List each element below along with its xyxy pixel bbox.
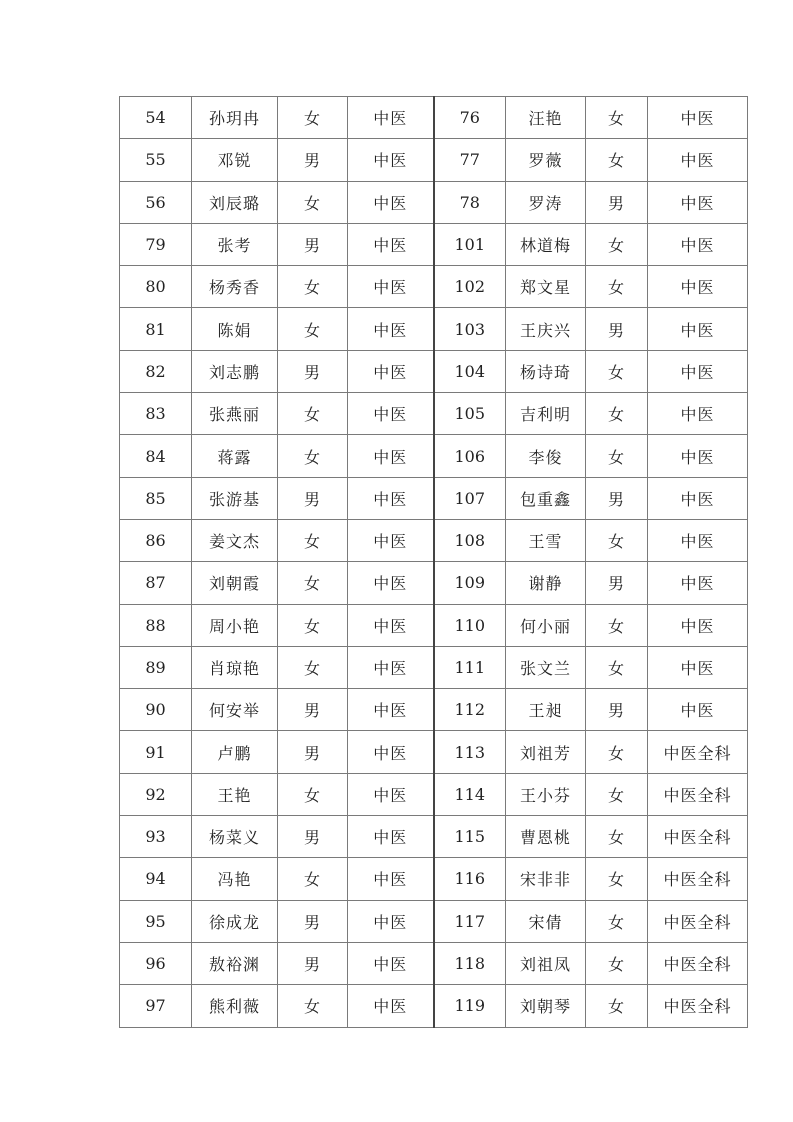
left-major-cell: 中医 (348, 689, 434, 731)
left-major-cell: 中医 (348, 604, 434, 646)
left-name-cell: 敖裕渊 (192, 942, 278, 984)
right-number-cell: 108 (434, 519, 506, 561)
left-name-cell: 张游基 (192, 477, 278, 519)
left-major-cell: 中医 (348, 435, 434, 477)
table-row (120, 900, 748, 942)
left-number-cell: 95 (120, 900, 192, 942)
left-name-cell: 杨菜义 (192, 816, 278, 858)
right-number-cell: 76 (434, 97, 506, 139)
left-major-cell: 中医 (348, 266, 434, 308)
right-major-cell: 中医 (648, 519, 748, 561)
right-name-cell: 汪艳 (506, 97, 586, 139)
left-number-cell: 81 (120, 308, 192, 350)
left-number-cell: 96 (120, 942, 192, 984)
right-gender-cell: 女 (586, 223, 648, 265)
right-number-cell: 116 (434, 858, 506, 900)
left-name-cell: 张考 (192, 223, 278, 265)
right-name-cell: 宋倩 (506, 900, 586, 942)
left-major-cell: 中医 (348, 477, 434, 519)
right-major-cell: 中医 (648, 604, 748, 646)
left-major-cell: 中医 (348, 646, 434, 688)
right-major-cell: 中医 (648, 393, 748, 435)
left-gender-cell: 女 (278, 858, 348, 900)
left-gender-cell: 女 (278, 266, 348, 308)
right-name-cell: 何小丽 (506, 604, 586, 646)
right-name-cell: 杨诗琦 (506, 350, 586, 392)
table-row (120, 266, 748, 308)
table-row (120, 350, 748, 392)
right-gender-cell: 女 (586, 350, 648, 392)
right-name-cell: 吉利明 (506, 393, 586, 435)
table-row (120, 985, 748, 1027)
left-name-cell: 杨秀香 (192, 266, 278, 308)
right-name-cell: 罗薇 (506, 139, 586, 181)
right-number-cell: 107 (434, 477, 506, 519)
table-row (120, 858, 748, 900)
right-gender-cell: 女 (586, 604, 648, 646)
left-number-cell: 80 (120, 266, 192, 308)
right-major-cell: 中医 (648, 646, 748, 688)
left-name-cell: 刘辰璐 (192, 181, 278, 223)
left-number-cell: 85 (120, 477, 192, 519)
table-row (120, 223, 748, 265)
left-major-cell: 中医 (348, 816, 434, 858)
table-row (120, 435, 748, 477)
table-row (120, 519, 748, 561)
left-number-cell: 92 (120, 773, 192, 815)
right-major-cell: 中医全科 (648, 985, 748, 1027)
left-number-cell: 87 (120, 562, 192, 604)
left-name-cell: 邓锐 (192, 139, 278, 181)
right-major-cell: 中医 (648, 223, 748, 265)
right-gender-cell: 女 (586, 139, 648, 181)
right-name-cell: 罗涛 (506, 181, 586, 223)
left-name-cell: 熊利薇 (192, 985, 278, 1027)
right-major-cell: 中医 (648, 435, 748, 477)
left-gender-cell: 女 (278, 435, 348, 477)
left-number-cell: 84 (120, 435, 192, 477)
left-gender-cell: 男 (278, 816, 348, 858)
right-gender-cell: 女 (586, 731, 648, 773)
left-gender-cell: 男 (278, 942, 348, 984)
left-name-cell: 刘朝霞 (192, 562, 278, 604)
left-number-cell: 86 (120, 519, 192, 561)
right-major-cell: 中医 (648, 350, 748, 392)
right-name-cell: 李俊 (506, 435, 586, 477)
right-major-cell: 中医 (648, 139, 748, 181)
right-major-cell: 中医 (648, 181, 748, 223)
left-major-cell: 中医 (348, 731, 434, 773)
right-major-cell: 中医 (648, 562, 748, 604)
left-name-cell: 冯艳 (192, 858, 278, 900)
table-row (120, 477, 748, 519)
left-gender-cell: 女 (278, 97, 348, 139)
left-number-cell: 56 (120, 181, 192, 223)
right-name-cell: 宋非非 (506, 858, 586, 900)
left-name-cell: 孙玥冉 (192, 97, 278, 139)
roster-table (119, 96, 748, 1028)
left-major-cell: 中医 (348, 985, 434, 1027)
left-gender-cell: 女 (278, 646, 348, 688)
right-number-cell: 102 (434, 266, 506, 308)
right-name-cell: 王雪 (506, 519, 586, 561)
left-name-cell: 卢鹏 (192, 731, 278, 773)
roster-body (120, 97, 748, 1028)
table-row (120, 308, 748, 350)
table-row (120, 139, 748, 181)
left-gender-cell: 男 (278, 900, 348, 942)
right-gender-cell: 女 (586, 435, 648, 477)
right-number-cell: 78 (434, 181, 506, 223)
right-major-cell: 中医全科 (648, 731, 748, 773)
left-gender-cell: 女 (278, 773, 348, 815)
table-row (120, 942, 748, 984)
left-major-cell: 中医 (348, 223, 434, 265)
right-major-cell: 中医 (648, 266, 748, 308)
left-number-cell: 88 (120, 604, 192, 646)
right-number-cell: 110 (434, 604, 506, 646)
right-major-cell: 中医全科 (648, 942, 748, 984)
right-number-cell: 77 (434, 139, 506, 181)
right-number-cell: 111 (434, 646, 506, 688)
right-name-cell: 曹恩桃 (506, 816, 586, 858)
left-number-cell: 82 (120, 350, 192, 392)
left-number-cell: 89 (120, 646, 192, 688)
right-number-cell: 109 (434, 562, 506, 604)
table-row (120, 562, 748, 604)
left-name-cell: 张燕丽 (192, 393, 278, 435)
left-name-cell: 蒋露 (192, 435, 278, 477)
right-name-cell: 包重鑫 (506, 477, 586, 519)
left-gender-cell: 男 (278, 477, 348, 519)
right-number-cell: 112 (434, 689, 506, 731)
right-gender-cell: 女 (586, 773, 648, 815)
left-gender-cell: 女 (278, 181, 348, 223)
right-gender-cell: 女 (586, 816, 648, 858)
right-number-cell: 105 (434, 393, 506, 435)
left-gender-cell: 女 (278, 308, 348, 350)
left-name-cell: 何安举 (192, 689, 278, 731)
left-major-cell: 中医 (348, 393, 434, 435)
table-row (120, 181, 748, 223)
left-major-cell: 中医 (348, 308, 434, 350)
left-number-cell: 93 (120, 816, 192, 858)
right-gender-cell: 男 (586, 477, 648, 519)
right-gender-cell: 女 (586, 900, 648, 942)
left-major-cell: 中医 (348, 562, 434, 604)
left-major-cell: 中医 (348, 139, 434, 181)
right-gender-cell: 女 (586, 266, 648, 308)
right-name-cell: 刘祖凤 (506, 942, 586, 984)
right-number-cell: 115 (434, 816, 506, 858)
right-name-cell: 王小芬 (506, 773, 586, 815)
left-gender-cell: 男 (278, 223, 348, 265)
right-gender-cell: 女 (586, 393, 648, 435)
table-row (120, 731, 748, 773)
right-gender-cell: 男 (586, 562, 648, 604)
left-number-cell: 94 (120, 858, 192, 900)
right-number-cell: 104 (434, 350, 506, 392)
right-number-cell: 103 (434, 308, 506, 350)
left-gender-cell: 女 (278, 985, 348, 1027)
left-gender-cell: 男 (278, 139, 348, 181)
right-number-cell: 114 (434, 773, 506, 815)
right-gender-cell: 女 (586, 858, 648, 900)
left-name-cell: 肖琼艳 (192, 646, 278, 688)
right-gender-cell: 女 (586, 985, 648, 1027)
right-name-cell: 张文兰 (506, 646, 586, 688)
right-number-cell: 101 (434, 223, 506, 265)
right-major-cell: 中医 (648, 308, 748, 350)
right-major-cell: 中医 (648, 689, 748, 731)
left-number-cell: 97 (120, 985, 192, 1027)
right-major-cell: 中医全科 (648, 773, 748, 815)
right-gender-cell: 女 (586, 646, 648, 688)
left-major-cell: 中医 (348, 773, 434, 815)
right-gender-cell: 女 (586, 97, 648, 139)
left-major-cell: 中医 (348, 858, 434, 900)
left-gender-cell: 男 (278, 731, 348, 773)
right-name-cell: 郑文星 (506, 266, 586, 308)
right-name-cell: 王庆兴 (506, 308, 586, 350)
right-gender-cell: 女 (586, 519, 648, 561)
right-major-cell: 中医 (648, 97, 748, 139)
left-major-cell: 中医 (348, 181, 434, 223)
right-major-cell: 中医全科 (648, 900, 748, 942)
right-major-cell: 中医全科 (648, 858, 748, 900)
left-gender-cell: 女 (278, 562, 348, 604)
left-major-cell: 中医 (348, 350, 434, 392)
right-gender-cell: 男 (586, 308, 648, 350)
right-major-cell: 中医全科 (648, 816, 748, 858)
right-name-cell: 刘祖芳 (506, 731, 586, 773)
left-number-cell: 90 (120, 689, 192, 731)
right-number-cell: 117 (434, 900, 506, 942)
right-name-cell: 谢静 (506, 562, 586, 604)
left-major-cell: 中医 (348, 519, 434, 561)
left-name-cell: 陈娟 (192, 308, 278, 350)
left-gender-cell: 女 (278, 393, 348, 435)
left-name-cell: 徐成龙 (192, 900, 278, 942)
table-row (120, 646, 748, 688)
right-name-cell: 王昶 (506, 689, 586, 731)
left-name-cell: 姜文杰 (192, 519, 278, 561)
right-gender-cell: 女 (586, 942, 648, 984)
left-gender-cell: 男 (278, 689, 348, 731)
right-name-cell: 林道梅 (506, 223, 586, 265)
right-gender-cell: 男 (586, 689, 648, 731)
right-number-cell: 106 (434, 435, 506, 477)
left-number-cell: 83 (120, 393, 192, 435)
left-number-cell: 54 (120, 97, 192, 139)
right-number-cell: 118 (434, 942, 506, 984)
right-number-cell: 119 (434, 985, 506, 1027)
table-row (120, 604, 748, 646)
table-row (120, 393, 748, 435)
left-major-cell: 中医 (348, 900, 434, 942)
left-name-cell: 王艳 (192, 773, 278, 815)
left-gender-cell: 男 (278, 350, 348, 392)
right-gender-cell: 男 (586, 181, 648, 223)
left-gender-cell: 女 (278, 604, 348, 646)
left-number-cell: 91 (120, 731, 192, 773)
table-row (120, 97, 748, 139)
left-name-cell: 周小艳 (192, 604, 278, 646)
table-row (120, 816, 748, 858)
left-gender-cell: 女 (278, 519, 348, 561)
left-number-cell: 55 (120, 139, 192, 181)
left-major-cell: 中医 (348, 97, 434, 139)
right-number-cell: 113 (434, 731, 506, 773)
table-row (120, 773, 748, 815)
left-name-cell: 刘志鹏 (192, 350, 278, 392)
right-major-cell: 中医 (648, 477, 748, 519)
table-row (120, 689, 748, 731)
left-major-cell: 中医 (348, 942, 434, 984)
right-name-cell: 刘朝琴 (506, 985, 586, 1027)
left-number-cell: 79 (120, 223, 192, 265)
